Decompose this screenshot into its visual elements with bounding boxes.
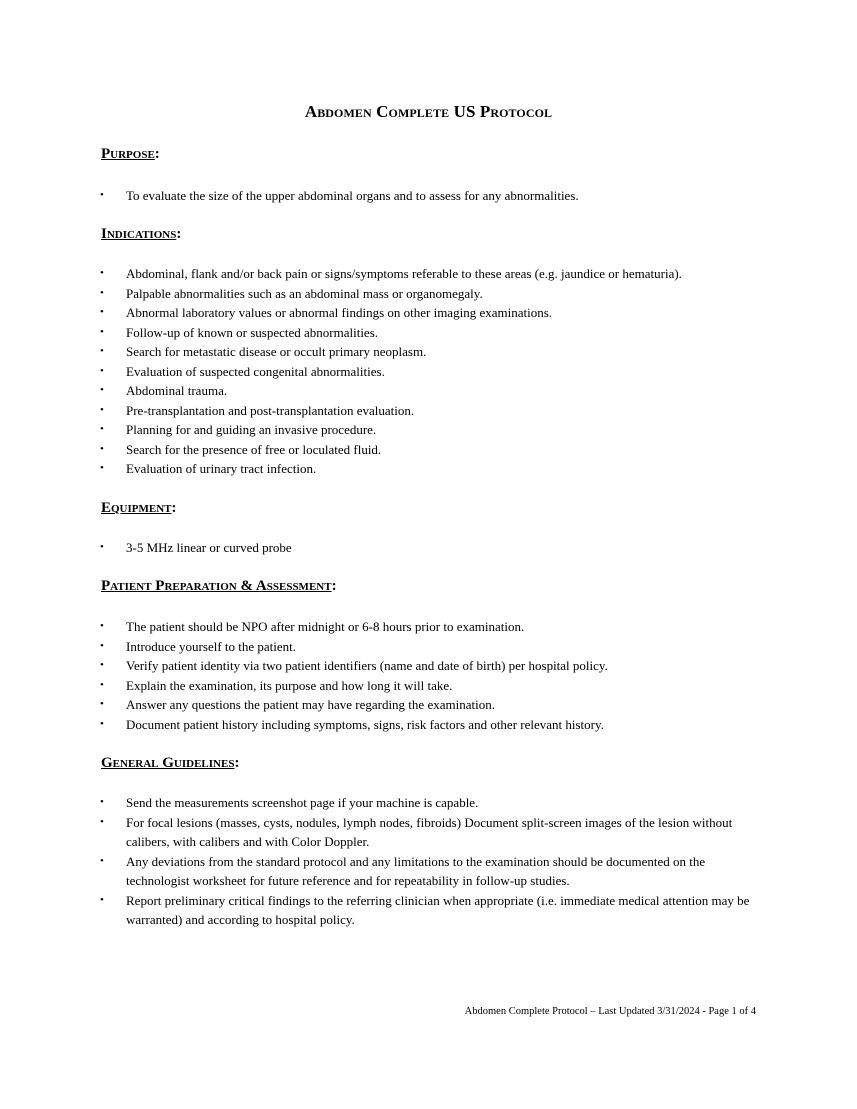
bullet-icon: • <box>100 403 104 416</box>
bullet-icon: • <box>100 306 104 318</box>
list-item-text: Abdominal, flank and/or back pain or signs/symptoms referable to these areas (e.g. jaundice or hematuria). <box>126 266 682 281</box>
bullet-icon: • <box>100 854 104 867</box>
section-heading-indications <box>101 226 181 243</box>
heading-text: General Guidelines <box>101 755 235 771</box>
list-item-text: Introduce yourself to the patient. <box>126 638 297 654</box>
bullet-icon: • <box>100 620 104 632</box>
list-item <box>0 303 857 323</box>
section-heading-equipment <box>101 500 177 517</box>
bullet-icon: • <box>100 678 104 691</box>
heading-colon: : <box>154 146 160 162</box>
list-item <box>0 284 857 304</box>
bullet-icon: • <box>100 384 104 396</box>
list-item <box>0 420 857 440</box>
list-item <box>0 715 857 735</box>
list-item <box>0 695 857 715</box>
list-item-text: Any deviations from the standard protocol and any limitations to the examination should be documented on the technologist worksheet for future reference and for repeatability in follow-up studies. <box>126 853 706 888</box>
bullet-icon: • <box>100 462 104 474</box>
section-heading-purpose <box>101 146 160 163</box>
list-item-text: Follow-up of known or suspected abnormalities. <box>126 324 379 340</box>
list-item-text: Answer any questions the patient may have regarding the examination. <box>126 697 495 712</box>
list-item <box>0 891 857 930</box>
bullet-icon: • <box>100 423 104 435</box>
list-item <box>0 342 857 362</box>
list-item <box>0 186 857 206</box>
bullet-icon: • <box>100 698 104 710</box>
list-item <box>0 538 857 558</box>
list-item-text: Document patient history including symptoms, signs, risk factors and other relevant history. <box>126 716 604 732</box>
bullet-icon: • <box>100 267 104 279</box>
bullet-icon: • <box>100 796 104 808</box>
list-item-text: Pre-transplantation and post-transplantation evaluation. <box>126 402 415 418</box>
list-item-text: Search for metastatic disease or occult primary neoplasm. <box>126 344 427 359</box>
list-item <box>0 617 857 637</box>
heading-text: Patient Preparation & Assessment <box>101 578 332 594</box>
list-item-text: 3-5 MHz linear or curved probe <box>126 540 292 555</box>
bullet-icon: • <box>100 639 104 652</box>
list-item <box>0 362 857 382</box>
list-item-text: Report preliminary critical findings to the referring clinician when appropriate (i.e. immediate medical attention may be warranted) and according to hospital policy. <box>126 892 750 927</box>
list-item-text: Explain the examination, its purpose and how long it will take. <box>126 677 453 693</box>
list-item-text: To evaluate the size of the upper abdominal organs and to assess for any abnormalities. <box>126 188 579 203</box>
list-item <box>0 852 857 891</box>
bullet-icon: • <box>100 893 104 906</box>
list-item <box>0 401 857 421</box>
list-item-text: Evaluation of suspected congenital abnormalities. <box>126 363 385 379</box>
bullet-icon: • <box>100 541 104 553</box>
list-item-text: For focal lesions (masses, cysts, nodules, lymph nodes, fibroids) Document split-screen images of the lesion without calibers, with calibers and with Color Doppler. <box>126 814 733 849</box>
equipment-list <box>0 538 857 558</box>
list-item <box>0 637 857 657</box>
list-item <box>0 323 857 343</box>
guidelines-list <box>0 793 857 930</box>
heading-colon: : <box>331 578 337 594</box>
bullet-icon: • <box>100 286 104 299</box>
heading-text: Indications <box>101 226 177 242</box>
bullet-icon: • <box>100 659 104 671</box>
indications-list <box>0 264 857 479</box>
list-item-text: Abnormal laboratory values or abnormal findings on other imaging examinations. <box>126 305 553 320</box>
list-item-text: Palpable abnormalities such as an abdominal mass or organomegaly. <box>126 285 483 301</box>
list-item-text: Send the measurements screenshot page if your machine is capable. <box>126 795 479 810</box>
bullet-icon: • <box>100 815 104 828</box>
list-item-text: Verify patient identity via two patient identifiers (name and date of birth) per hospital policy. <box>126 658 608 673</box>
document-title: Abdomen Complete US Protocol <box>304 102 553 121</box>
section-heading-guidelines <box>101 755 239 772</box>
list-item <box>0 459 857 479</box>
heading-text: Purpose <box>101 146 155 162</box>
list-item <box>0 813 857 852</box>
heading-colon: : <box>234 755 240 771</box>
list-item-text: Abdominal trauma. <box>126 383 228 398</box>
list-item-text: Search for the presence of free or loculated fluid. <box>126 441 382 457</box>
section-heading-preparation <box>101 578 337 595</box>
list-item <box>0 793 857 813</box>
page-footer: Abdomen Complete Protocol – Last Updated 3/31/2024 - Page 1 of 4 <box>464 1006 756 1017</box>
bullet-icon: • <box>100 442 104 455</box>
list-item <box>0 656 857 676</box>
list-item-text: Evaluation of urinary tract infection. <box>126 461 317 476</box>
heading-colon: : <box>171 500 177 516</box>
bullet-icon: • <box>100 364 104 377</box>
list-item <box>0 264 857 284</box>
preparation-list <box>0 617 857 734</box>
purpose-list <box>0 186 857 206</box>
list-item <box>0 440 857 460</box>
bullet-icon: • <box>100 325 104 338</box>
list-item-text: Planning for and guiding an invasive procedure. <box>126 422 377 437</box>
list-item-text: The patient should be NPO after midnight or 6-8 hours prior to examination. <box>126 619 525 634</box>
heading-colon: : <box>176 226 182 242</box>
list-item <box>0 381 857 401</box>
bullet-icon: • <box>100 189 104 201</box>
heading-text: Equipment <box>101 500 172 516</box>
bullet-icon: • <box>100 345 104 357</box>
bullet-icon: • <box>100 717 104 730</box>
list-item <box>0 676 857 696</box>
